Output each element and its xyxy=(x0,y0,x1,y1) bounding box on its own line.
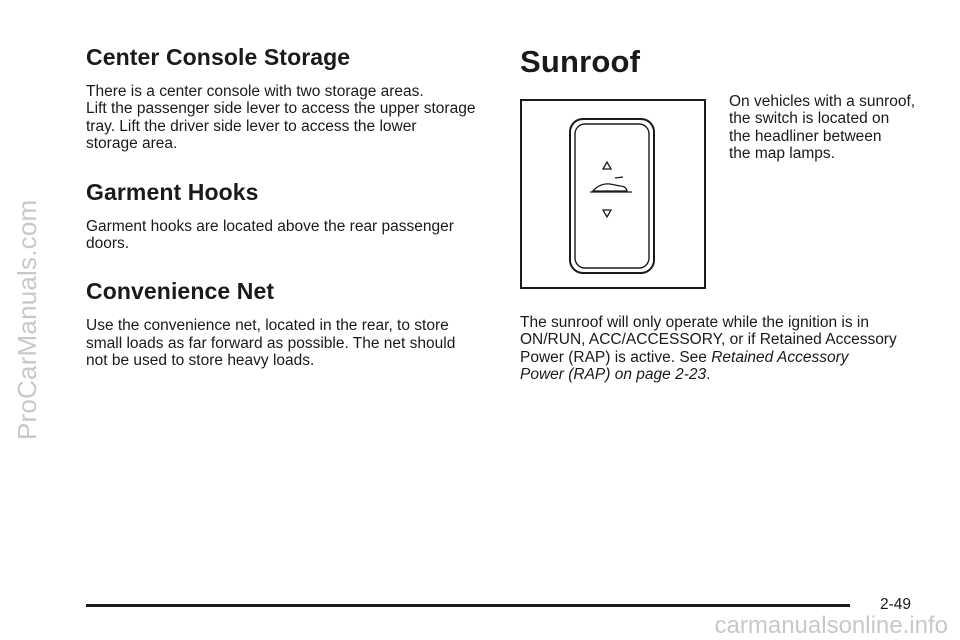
sunroof-operation-text xyxy=(520,314,940,384)
center-console-heading: Center Console Storage xyxy=(86,44,351,70)
bottom-watermark: carmanualsonline.info xyxy=(714,612,948,639)
garment-hooks-heading: Garment Hooks xyxy=(86,178,259,205)
left-column xyxy=(86,44,496,370)
convenience-net-body: Use the convenience net, located in the rear, to store small loads as far forward as possible. The net should not be used to store heavy loads. xyxy=(86,317,456,370)
sunroof-heading: Sunroof xyxy=(520,44,641,79)
sunroof-switch-icon xyxy=(522,101,704,287)
sunroof-operation-plain: The sunroof will only operate while the ignition is in ON/RUN, ACC/ACCESSORY, or if Retained Accessory Power (RAP) is active. See xyxy=(520,314,897,366)
side-watermark: ProCarManuals.com xyxy=(12,199,42,440)
sunroof-location-text: On vehicles with a sunroof, the switch is located on the headliner between the map lamps. xyxy=(729,93,916,163)
page-number: 2-49 xyxy=(880,596,912,613)
right-column xyxy=(520,44,940,384)
rap-page-reference[interactable]: Retained Accessory Power (RAP) on page 2-23 xyxy=(520,348,849,384)
footer-rule xyxy=(86,604,850,607)
center-console-body: There is a center console with two storage areas. Lift the passenger side lever to access the upper storage tray. Lift the driver side lever to access the lower storage area. xyxy=(86,83,476,153)
sunroof-operation-end: . xyxy=(706,366,711,384)
sunroof-switch-figure xyxy=(520,99,706,289)
convenience-net-heading: Convenience Net xyxy=(86,278,275,305)
garment-hooks-body: Garment hooks are located above the rear passenger doors. xyxy=(86,217,454,253)
